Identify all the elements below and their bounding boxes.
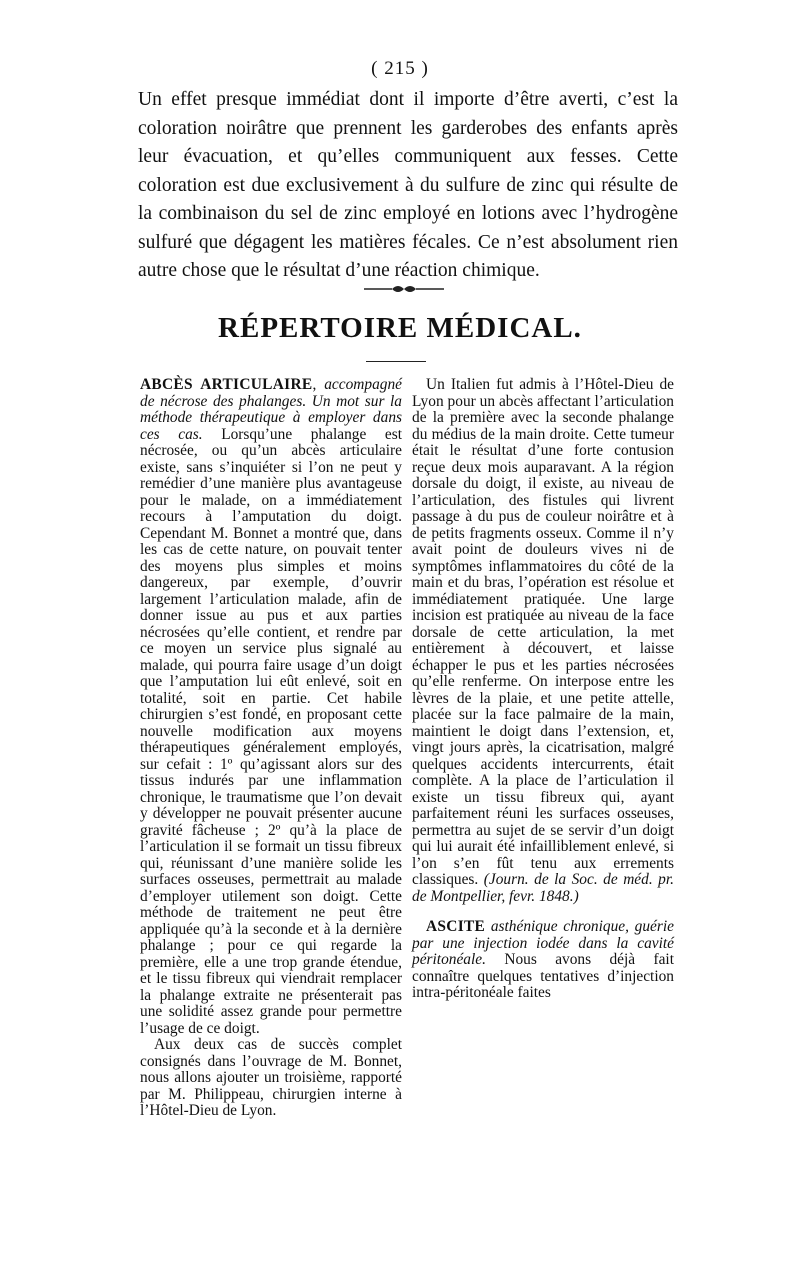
- section-title: RÉPERTOIRE MÉDICAL.: [218, 312, 582, 344]
- article-keyword: ABCÈS ARTICULAIRE: [140, 376, 313, 393]
- page-number: ( 215 ): [371, 58, 429, 79]
- article-subtitle: asthénique chronique, guérie par une injection iodée dans la cavité péritonéale.: [412, 918, 674, 968]
- article-continuation: Aux deux cas de succès complet consignés dans l’ouvrage de M. Bonnet, nous allons ajouter un troisième, rapporté par M. Philippeau, chirurgien interne à l’Hôtel-Dieu de Lyon.: [140, 1036, 402, 1119]
- right-column: [412, 377, 674, 1002]
- journal-reference: (Journ. de la Soc. de méd. pr. de Montpellier, fevr. 1848.): [412, 871, 674, 905]
- article-ascite: [412, 919, 674, 1002]
- article-abces: ABCÈS ARTICULAIRE, accompagné de nécrose des phalanges. Un mot sur la méthode thérapeutique à employer dans ces cas. Lorsqu’une phalange est nécrosée, ou qu’un abcès articulaire existe, sans s’inquiéter si l’on ne peut y remédier d’une manière plus avantageuse pour le malade, on a immédiatement recours à l’amputation du doigt. Cependant M. Bonnet a montré que, dans les cas de cette nature, on pouvait tenter des moyens plus simples et moins dangereux, par exemple, d’ouvrir largement l’articulation malade, afin de donner issue au pus et aux parties nécrosées qu’elle contient, et rendre par ce moyen un service plus signalé au malade, qui pourra faire usage d’un doigt que l’amputation lui eût enlevé, soit en totalité, soit en partie. Cet habile chirurgien s’est fondé, en proposant cette nouvelle modification aux moyens thérapeutiques généralement employés, sur cefait : 1º qu’agissant alors sur des tissus indurés par une inflammation chronique, le traumatisme que l’on devait y développer ne pouvait présenter aucune gravité fâcheuse ; 2º qu’à la place de l’articulation il se formait un tissu fibreux qui, réunissant d’une manière solide les surfaces osseuses, permettrait au malade d’employer utilement son doigt. Cette méthode de traitement ne peut être appliquée qu’à la seconde et à la dernière phalange ; pour ce qui regarde la première, elle a une trop grande étendue, et le tissu fibreux qui viendrait remplacer la phalange extraite ne présenterait pas une solidité assez grande pour permettre l’usage de ce doigt.: [140, 376, 402, 1037]
- article-body: Lorsqu’une phalange est nécrosée, ou qu’un abcès articulaire existe, sans s’inquiéter si l’on ne peut y remédier d’une manière plus avantageuse pour le malade, on a immédiatement recours à l’amputation du doigt. Cependant M. Bonnet a montré que, dans les cas de cette nature, on pouvait tenter des moyens plus simples et moins dangereux, par exemple, d’ouvrir largement l’articulation malade, afin de donner issue au pus et aux parties nécrosées qu’elle contient, et rendre par ce moyen un service plus signalé au malade, qui pourra faire usage d’un doigt que l’amputation lui eût enlevé, soit en totalité, soit en partie. Cet habile chirurgien s’est fondé, en proposant cette nouvelle modification aux moyens thérapeutiques généralement employés, sur cefait : 1º qu’agissant alors sur des tissus indurés par une inflammation chronique, le traumatisme que l’on devait y développer ne pouvait présenter aucune gravité fâcheuse ; 2º qu’à la place de l’articulation il se formait un tissu fibreux qui, réunissant d’une manière solide les surfaces osseuses, permettrait au malade d’employer utilement son doigt. Cette méthode de traitement ne peut être appliquée qu’à la seconde et à la dernière phalange ; pour ce qui regarde la première, elle a une trop grande étendue, et le tissu fibreux qui viendrait remplacer la phalange extraite ne présenterait pas une solidité assez grande pour permettre l’usage de ce doigt.: [140, 425, 402, 1037]
- article-keyword: ASCITE: [426, 918, 486, 935]
- title-rule: [366, 361, 426, 362]
- case-text: Un Italien fut admis à l’Hôtel-Dieu de Lyon pour un abcès affectant l’articulation de la première avec la seconde phalange du médius de la main droite. Cette tumeur était le résultat d’une forte contusion reçue deux mois auparavant. A la région dorsale du doigt, il existe, au niveau de l’articulation, des fistules qui livrent passage à du pus de couleur noirâtre et à de petits fragments osseux. Comme il n’y avait point de douleurs vives ni de symptômes inflammatoires du côté de la main et du bras, l’opération est résolue et immédiatement pratiquée. Une large incision est pratiquée au niveau de la face dorsale de cette articulation, la met entièrement à découvert, et laisse échapper le pus et les parties nécrosées qu’elle renferme. On interpose entre les lèvres de la plaie, et une petite attelle, placée sur la face palmaire de la main, maintient le doigt dans l’extension, et, vingt jours après, la cicatrisation, malgré quelques accidents intercurrents, était complète. A la place de l’articulation il existe un tissu fibreux qui, ayant parfaitement réuni les surfaces osseuses, permettra au sujet de se servir d’un doigt qui lui aurait été infailliblement enlevé, si l’on s’en fût tenu aux errements classiques.: [412, 376, 674, 888]
- article-body: Nous avons déjà fait connaître quelques tentatives d’injection intra-péritonéale faites: [412, 951, 674, 1001]
- ornament-divider-icon: [364, 283, 444, 295]
- article-case: [412, 377, 674, 905]
- article-subtitle: accompagné de nécrose des phalanges. Un mot sur la méthode thérapeutique à employer dans ces cas.: [140, 376, 402, 443]
- left-column: [140, 377, 402, 1120]
- intro-paragraph: Un effet presque immédiat dont il importe d’être averti, c’est la coloration noirâtre que prennent les garderobes des enfants après leur évacuation, et qu’elles communiquent aux fesses. Cette coloration est due exclusivement à du sulfure de zinc qui résulte de la combinaison du sel de zinc employé en lotions avec l’hydrogène sulfuré que dégagent les matières fécales. Ce n’est absolument rien autre chose que le résultat d’une réaction chimique.: [138, 89, 678, 281]
